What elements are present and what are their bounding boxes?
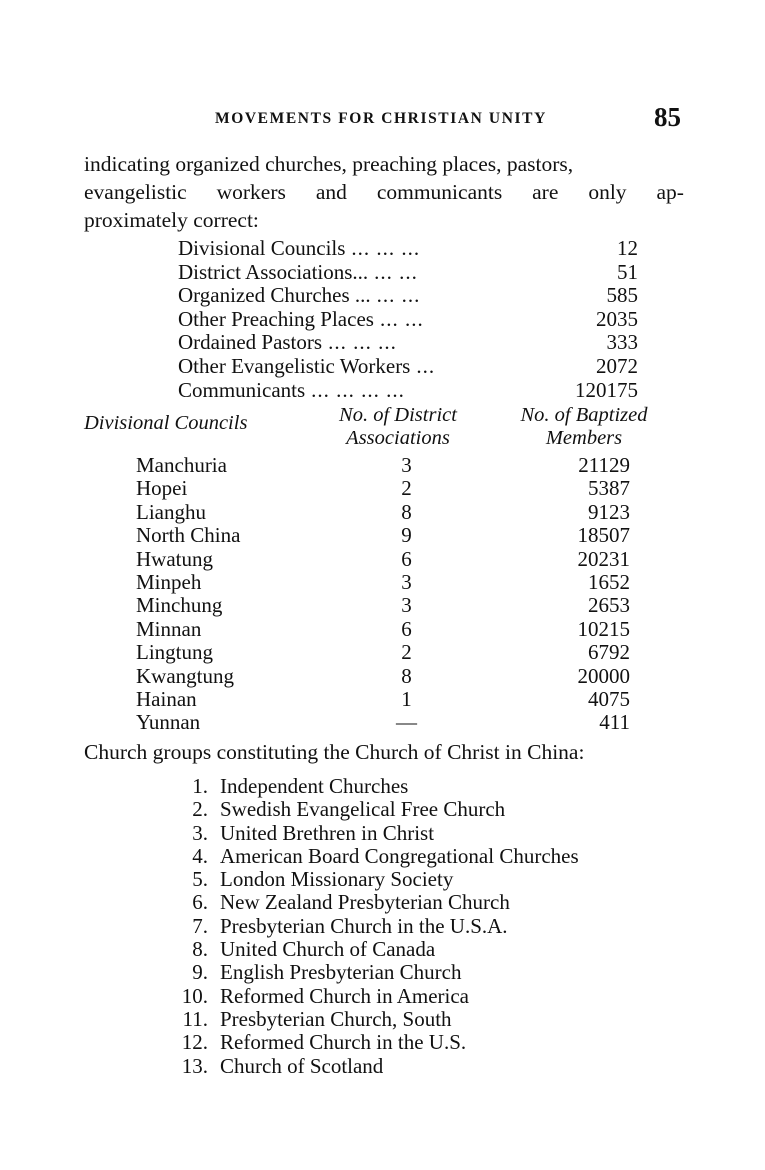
stat-label: Ordained Pastors [178,330,323,355]
cell-associations: 3 [401,593,412,618]
list-item-number: 9. [192,960,208,985]
stat-leader: ... ... [376,284,421,308]
list-item [160,822,680,845]
list-item-number: 11. [182,1006,208,1031]
list-item-label: United Church of Canada [220,937,436,962]
table-row [84,711,680,734]
list-item [160,961,680,984]
list-item-number: 2. [192,797,208,822]
table-row [84,524,680,547]
table-row [84,477,680,500]
cell-council: Minnan [136,616,202,641]
cell-associations: 3 [401,453,412,477]
list-item-label: Presbyterian Church, South [220,1006,452,1031]
cell-associations: 8 [401,663,412,688]
column-header-associations-line2: Associations [346,427,450,449]
table-row [84,618,680,641]
list-item [160,845,680,868]
table-row [84,665,680,688]
intro-line-1: indicating organized churches, preaching places, pastors, [84,152,574,176]
stat-value: 2072 [596,353,638,378]
list-item-number: 5. [192,867,208,892]
cell-associations: 2 [401,640,412,665]
column-header-associations [302,404,494,450]
cell-members: 4075 [588,686,630,711]
list-item-label: American Board Congregational Churches [220,843,579,868]
stat-value: 333 [606,330,638,355]
cell-council: Minpeh [136,569,202,594]
running-head-title: MOVEMENTS FOR CHRISTIAN UNITY [215,110,547,127]
stat-row [178,355,638,379]
cell-members: 2653 [588,593,630,618]
stat-row [178,261,638,285]
stat-row [178,237,638,261]
stat-value: 120175 [575,377,638,402]
list-item-number: 8. [192,937,208,962]
list-item-label: New Zealand Presbyterian Church [220,890,510,915]
stat-leader: ... [416,354,436,378]
intro-line-3: proximately correct: [84,208,259,233]
page-number: 85 [654,102,681,132]
table-row [84,548,680,571]
cell-associations: 8 [401,499,412,524]
running-head [84,102,681,134]
stat-label: Communicants [178,377,306,402]
cell-members: 21129 [578,453,630,477]
table-row [84,688,680,711]
cell-members: 10215 [577,616,630,641]
list-item-label: Independent Churches [220,774,409,798]
table-row [84,594,680,617]
cell-members: 20000 [577,663,630,688]
intro-paragraph [84,150,684,235]
list-item [160,1055,680,1078]
table-row [84,501,680,524]
list-item [160,1031,680,1054]
cell-associations: 6 [401,616,412,641]
cell-members: 5387 [588,476,630,501]
list-item-label: Reformed Church in the U.S. [220,1030,467,1055]
cell-council: Lingtung [136,640,213,665]
intro-word: ap- [656,180,684,205]
list-item [160,868,680,891]
list-item-label: Swedish Evangelical Free Church [220,797,506,822]
list-item-label: United Brethren in Christ [220,820,435,845]
stat-row [178,308,638,332]
stat-leader: ... ... ... [351,237,421,260]
column-header-members [494,404,680,450]
list-item-number: 10. [181,983,208,1008]
list-item [160,891,680,914]
list-item [160,798,680,821]
intro-word: and [315,180,347,205]
cell-council: Hwatung [136,546,213,571]
list-item [160,985,680,1008]
table-header-row [84,404,680,454]
list-item-number: 3. [192,820,208,845]
list-item [160,938,680,961]
cell-members: 411 [599,710,630,735]
cell-council: North China [136,523,241,548]
stat-row [178,284,638,308]
stat-label: Other Preaching Places [178,306,374,331]
stat-leader: ... ... [379,307,424,331]
column-header-councils: Divisional Councils [84,412,248,434]
cell-associations: 1 [401,686,412,711]
stat-label: District Associations... [178,259,369,284]
stat-label: Other Evangelistic Workers [178,353,411,378]
list-item [160,1008,680,1031]
stat-row [178,379,638,403]
column-header-members-line2: Members [545,427,623,449]
column-header-members-line1: No. of Baptized [520,404,648,426]
stat-label: Divisional Councils [178,236,346,260]
intro-word: workers [216,180,286,205]
stat-leader: ... ... ... ... [311,378,405,402]
stat-row [178,331,638,355]
list-item-number: 7. [192,913,208,938]
cell-associations: 6 [401,546,412,571]
cell-members: 6792 [588,640,630,665]
stat-value: 585 [606,283,638,308]
stat-label: Organized Churches ... [178,283,371,308]
list-item-label: English Presbyterian Church [220,960,462,985]
table-row [84,641,680,664]
list-item-number: 6. [192,890,208,915]
intro-word: communicants [376,180,503,205]
cell-associations: — [396,710,417,735]
stat-value: 51 [617,259,638,284]
cell-council: Manchuria [136,453,227,477]
intro-line-2 [84,178,684,206]
divisional-councils-table [84,404,680,735]
summary-statistics [178,237,638,402]
intro-word: are [532,180,559,205]
intro-word: only [588,180,627,205]
stat-leader: ... ... [374,260,418,284]
cell-members: 1652 [588,569,630,594]
cell-council: Yunnan [136,710,201,735]
cell-associations: 2 [401,476,412,501]
cell-members: 18507 [577,523,630,548]
list-item-number: 13. [181,1053,208,1078]
list-item-number: 12. [181,1030,208,1055]
list-item [160,915,680,938]
church-groups-intro: Church groups constituting the Church of Christ in China: [84,740,585,764]
stat-value: 12 [617,236,638,260]
cell-council: Hainan [136,686,197,711]
cell-council: Lianghu [136,499,206,524]
stat-leader: ... ... ... [328,331,397,355]
list-item-label: Reformed Church in America [220,983,470,1008]
cell-council: Hopei [136,476,188,501]
stat-value: 2035 [596,306,638,331]
list-item [160,775,680,798]
list-item-label: London Missionary Society [220,867,454,892]
list-item-label: Church of Scotland [220,1053,384,1078]
church-groups-list [160,775,680,1078]
list-item-label: Presbyterian Church in the U.S.A. [220,913,508,938]
list-item-number: 4. [192,843,208,868]
intro-word: evangelistic [84,180,187,205]
cell-members: 9123 [588,499,630,524]
list-item-number: 1. [192,774,208,798]
table-row [84,571,680,594]
cell-council: Minchung [136,593,223,618]
cell-associations: 3 [401,569,412,594]
column-header-associations-line1: No. of District [339,404,457,426]
cell-members: 20231 [577,546,630,571]
cell-council: Kwangtung [136,663,234,688]
cell-associations: 9 [401,523,412,548]
table-row [84,454,680,477]
